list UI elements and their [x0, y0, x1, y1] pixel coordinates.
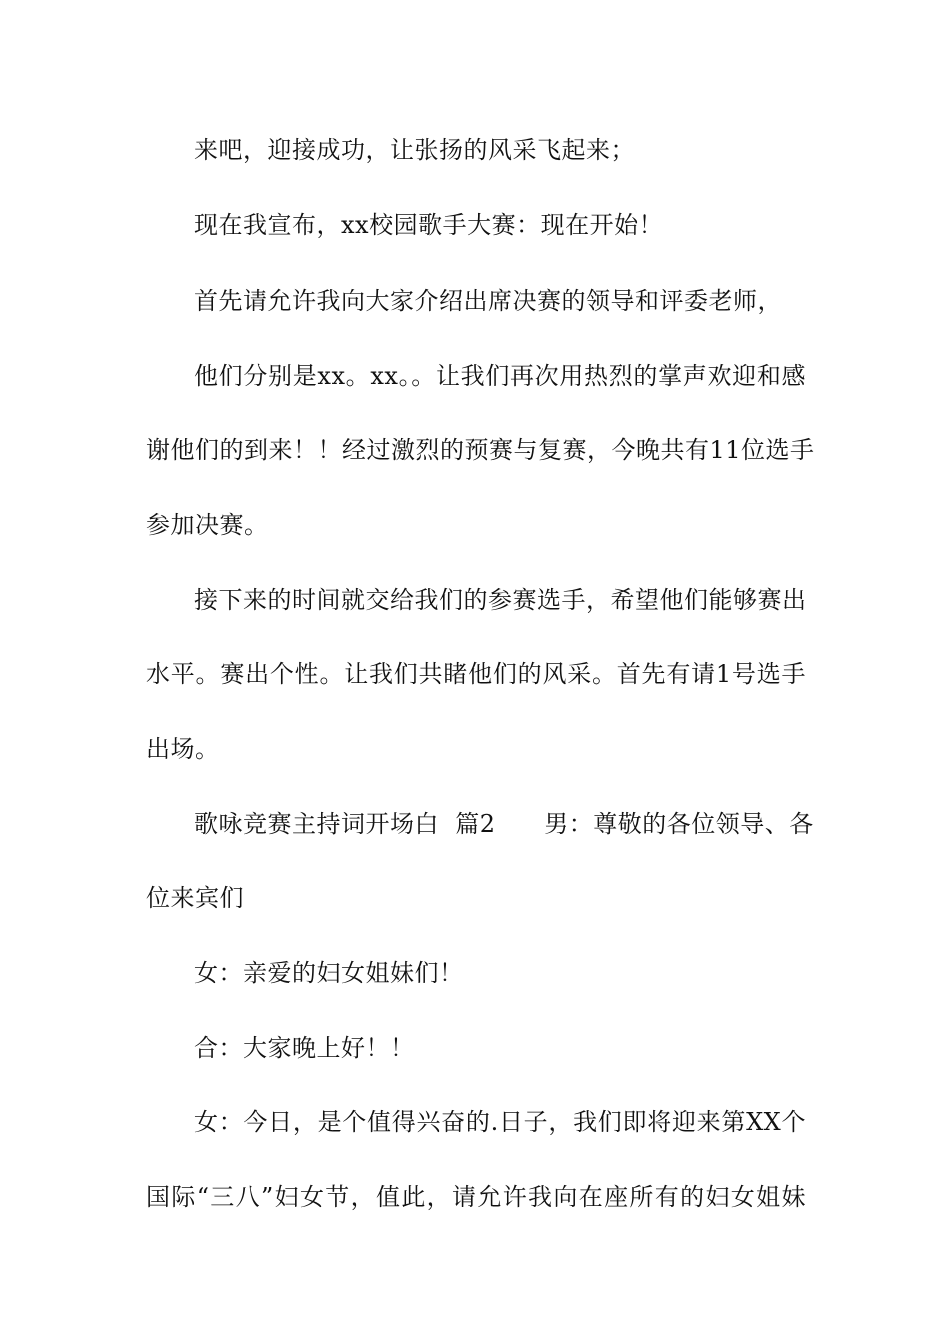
text-line: 谢他们的到来！！经过激烈的预赛与复赛，今晚共有11位选手 — [146, 436, 815, 464]
text-line: 水平。赛出个性。让我们共睹他们的风采。首先有请1号选手 — [146, 660, 806, 688]
text-line: 他们分别是xx。xx。。让我们再次用热烈的掌声欢迎和感 — [194, 362, 806, 390]
text-line: 现在我宣布，xx校园歌手大赛：现在开始！ — [194, 211, 664, 239]
text-line: 国际“三八”妇女节，值此，请允许我向在座所有的妇女姐妹 — [146, 1183, 806, 1211]
text-line: 出场。 — [146, 735, 220, 763]
text-line: 来吧，迎接成功，让张扬的风采飞起来； — [194, 136, 635, 164]
text-line: 女：亲爱的妇女姐妹们！ — [194, 959, 464, 987]
text-line: 合：大家晚上好！！ — [194, 1034, 415, 1062]
text-line: 首先请允许我向大家介绍出席决赛的领导和评委老师， — [194, 287, 782, 315]
text-line: 接下来的时间就交给我们的参赛选手，希望他们能够赛出 — [194, 586, 807, 614]
text-line: 参加决赛。 — [146, 511, 269, 539]
text-line: 歌咏竞赛主持词开场白 篇2 男：尊敬的各位领导、各 — [194, 810, 814, 838]
text-line: 女：今日，是个值得兴奋的.日子，我们即将迎来第XX个 — [194, 1108, 806, 1136]
text-line: 位来宾们 — [146, 884, 244, 912]
